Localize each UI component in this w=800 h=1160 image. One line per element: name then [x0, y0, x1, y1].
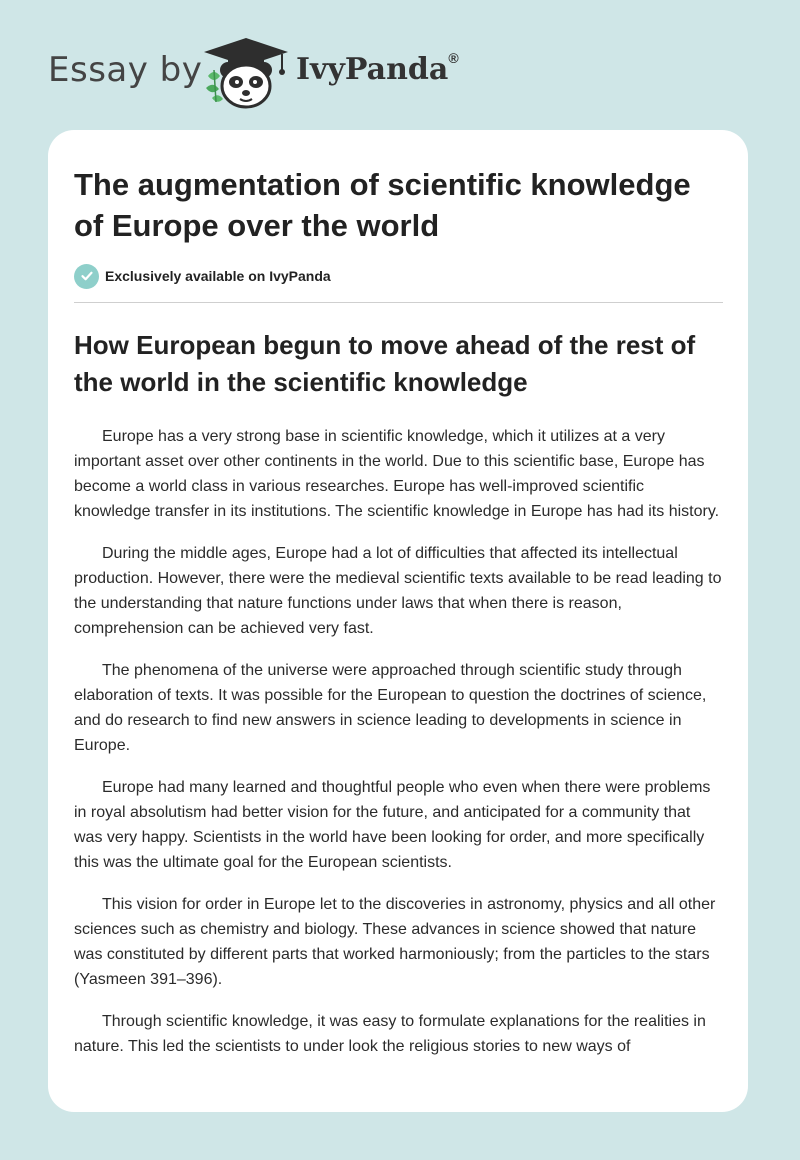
registered-mark: ®: [448, 50, 459, 66]
essay-card: [48, 130, 748, 1112]
essay-body: [74, 424, 723, 1059]
paragraph: Europe has a very strong base in scientific knowledge, which it utilizes at a very important asset over other continents in the world. Due to this scientific base, Europe has become a world class in various researches. Europe has well-improved scientific knowledge transfer in its institutions. The scientific knowledge in Europe has had its history.: [74, 428, 720, 520]
ivypanda-logo-icon[interactable]: [198, 36, 294, 110]
exclusive-badge-text: Exclusively available on IvyPanda: [105, 268, 331, 284]
site-header: [0, 0, 800, 130]
brand-name[interactable]: [296, 52, 459, 87]
brand-name-text: IvyPanda: [296, 52, 449, 87]
exclusive-badge: [74, 263, 723, 289]
paragraph: Through scientific knowledge, it was easy to formulate explanations for the realities in nature. This led the scientists to under look the religious stories to new ways of: [74, 1013, 706, 1055]
check-icon: [74, 264, 99, 289]
essay-title: The augmentation of scientific knowledge of Europe over the world: [74, 167, 691, 243]
essay-by-label: Essay by: [48, 50, 203, 90]
paragraph: During the middle ages, Europe had a lot of difficulties that affected its intellectual production. However, there were the medieval scientific texts available to be read leading to the understanding that nature functions under laws that when there is reason, comprehension can be achieved very fast.: [74, 545, 722, 637]
section-heading: How European begun to move ahead of the rest of the world in the scientific knowledge: [74, 330, 696, 397]
essay-content: [74, 164, 723, 1076]
paragraph: The phenomena of the universe were approached through scientific study through elaboration of texts. It was possible for the European to question the doctrines of science, and do research to find new answers in science leading to developments in science in Europe.: [74, 662, 707, 754]
paragraph: This vision for order in Europe let to the discoveries in astronomy, physics and all other sciences such as chemistry and biology. These advances in science showed that nature was constituted by different parts that worked harmoniously; from the particles to the stars (Yasmeen 391–396).: [74, 896, 716, 988]
title-divider: [74, 302, 723, 303]
paragraph: Europe had many learned and thoughtful people who even when there were problems in royal absolutism had better vision for the future, and anticipated for a community that was very happy. Scientists in the world have been looking for order, and more specifically this was the ultimate goal for the European scientists.: [74, 779, 711, 871]
